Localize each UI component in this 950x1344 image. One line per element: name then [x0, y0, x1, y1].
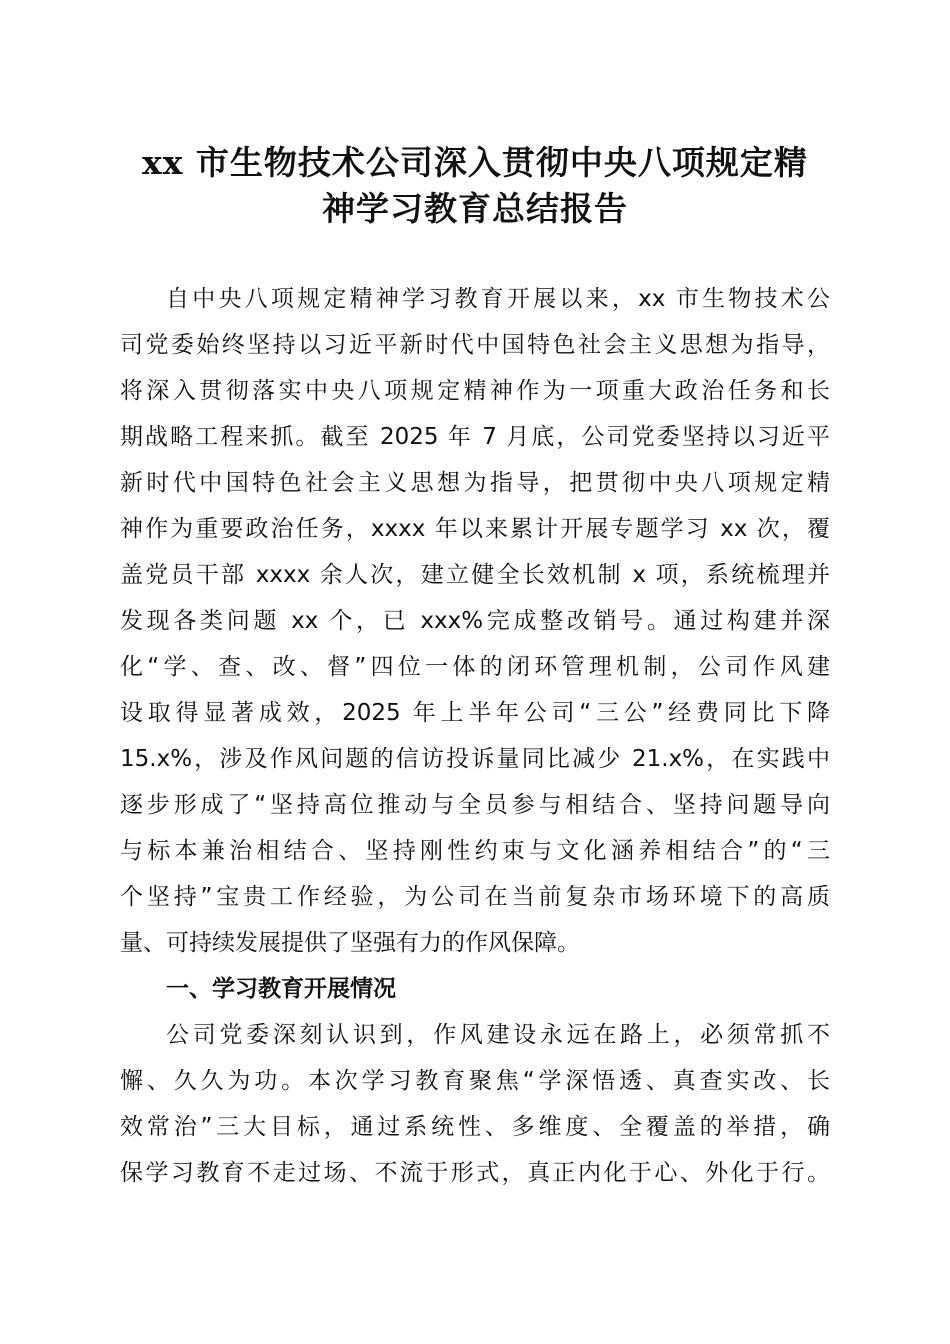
intro-line: 量、可持续发展提供了坚强有力的作风保障。 [120, 930, 580, 956]
intro-line: 自中央八项规定精神学习教育开展以来，xx 市生物技术公 [166, 286, 830, 312]
section-heading: 一、学习教育开展情况 [166, 976, 396, 1002]
section1-line: 效常治”三大目标，通过系统性、多维度、全覆盖的举措，确 [120, 1114, 830, 1140]
section1-line: 懈、久久为功。本次学习教育聚焦“学深悟透、真查实改、长 [120, 1068, 830, 1094]
document-title-line-2: 神学习教育总结报告 [322, 189, 628, 228]
intro-line: 期战略工程来抓。截至 2025 年 7 月底，公司党委坚持以习近平 [120, 424, 830, 450]
document-title-line-1: xx 市生物技术公司深入贯彻中央八项规定精 [142, 143, 808, 182]
section1-line: 公司党委深刻认识到，作风建设永远在路上，必须常抓不 [166, 1022, 830, 1048]
intro-line: 新时代中国特色社会主义思想为指导，把贯彻中央八项规定精 [120, 470, 830, 496]
intro-line: 与标本兼治相结合、坚持刚性约束与文化涵养相结合”的“三 [120, 838, 830, 864]
intro-line: 设取得显著成效，2025 年上半年公司“三公”经费同比下降 [120, 700, 830, 726]
intro-line: 司党委始终坚持以习近平新时代中国特色社会主义思想为指导， [120, 332, 830, 358]
intro-line: 发现各类问题 xx 个，已 xxx%完成整改销号。通过构建并深 [120, 608, 830, 634]
intro-line: 个坚持”宝贵工作经验，为公司在当前复杂市场环境下的高质 [120, 884, 830, 910]
intro-line: 盖党员干部 xxxx 余人次，建立健全长效机制 x 项，系统梳理并 [120, 562, 830, 588]
section1-line: 保学习教育不走过场、不流于形式，真正内化于心、外化于行。 [120, 1160, 830, 1186]
intro-line: 将深入贯彻落实中央八项规定精神作为一项重大政治任务和长 [120, 378, 830, 404]
intro-line: 神作为重要政治任务，xxxx 年以来累计开展专题学习 xx 次，覆 [120, 516, 830, 542]
intro-line: 15.x%，涉及作风问题的信访投诉量同比减少 21.x%，在实践中 [120, 746, 830, 772]
intro-line: 逐步形成了“坚持高位推动与全员参与相结合、坚持问题导向 [120, 792, 830, 818]
intro-line: 化“学、查、改、督”四位一体的闭环管理机制，公司作风建 [120, 654, 830, 680]
